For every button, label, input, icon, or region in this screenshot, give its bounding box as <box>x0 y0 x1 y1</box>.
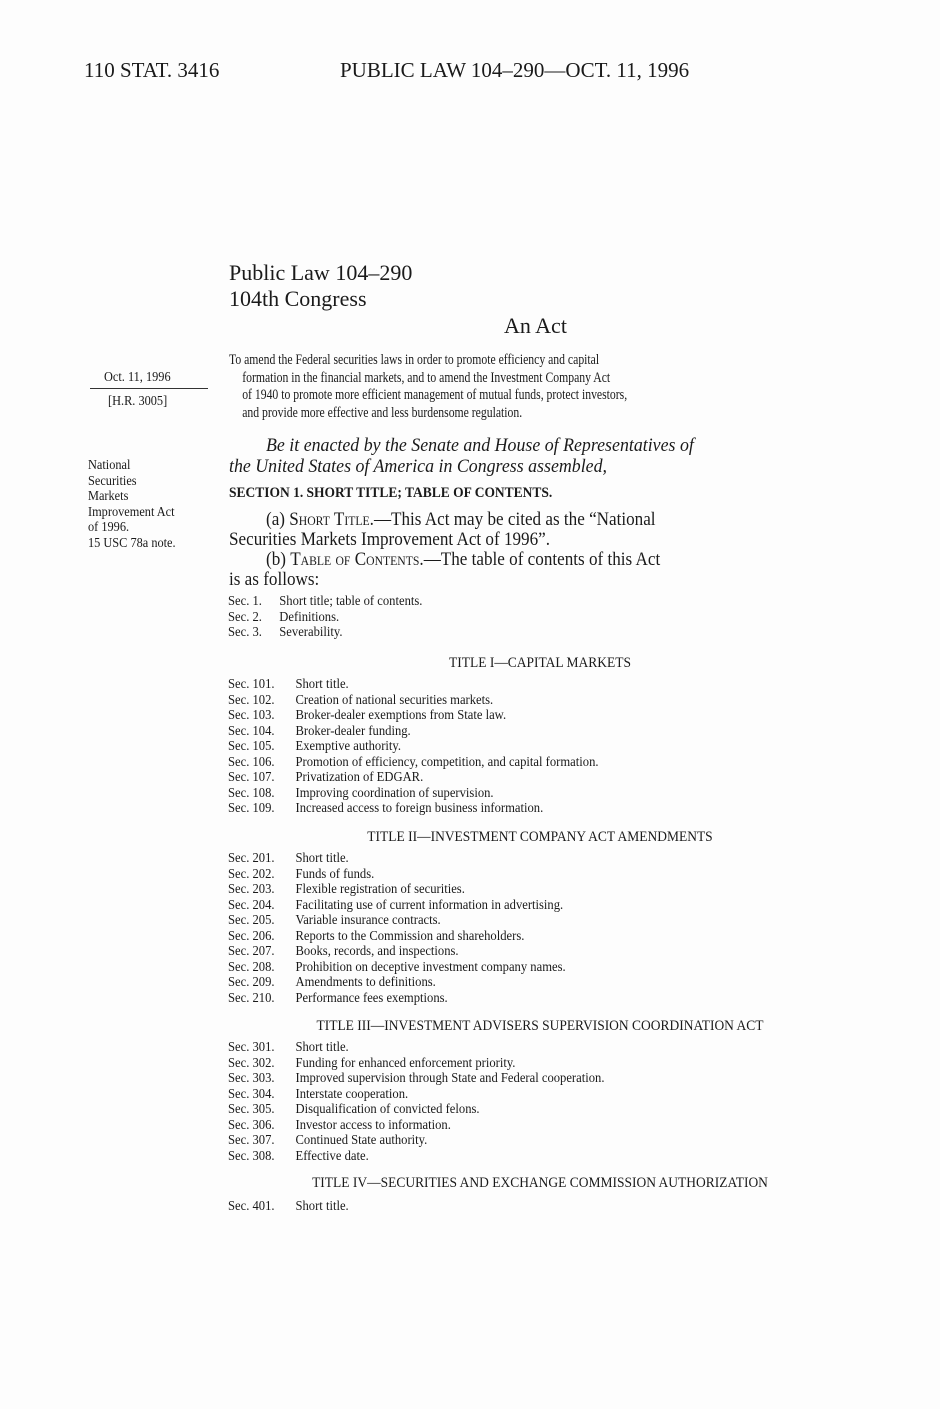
toc-entry <box>228 1199 349 1215</box>
toc-entry <box>228 913 566 929</box>
toc-section-number: Sec. 203. <box>228 882 275 897</box>
toc-title-heading: TITLE III—INVESTMENT ADVISERS SUPERVISION COORDINATION ACT <box>316 1018 764 1034</box>
toc-section-title: Privatization of EDGAR. <box>295 770 424 785</box>
toc-group <box>228 677 599 817</box>
purpose-line: of 1940 to promote more efficient management of mutual funds, protect investors, <box>242 387 628 403</box>
toc-section-number: Sec. 101. <box>228 677 275 692</box>
toc-entry <box>228 991 566 1007</box>
toc-entry <box>228 739 599 755</box>
toc-section-title: Variable insurance contracts. <box>295 913 441 928</box>
toc-section-title: Continued State authority. <box>295 1133 428 1148</box>
toc-section-title: Flexible registration of securities. <box>295 882 465 897</box>
subsection-a <box>266 510 656 530</box>
toc-section-number: Sec. 106. <box>228 754 275 770</box>
toc-section-number: Sec. 304. <box>228 1086 275 1102</box>
toc-section-number: Sec. 102. <box>228 692 275 708</box>
toc-section-number: Sec. 204. <box>228 897 275 913</box>
toc-section-number: Sec. 1. <box>228 594 262 609</box>
toc-section-number: Sec. 305. <box>228 1102 275 1117</box>
toc-entry <box>228 944 566 960</box>
bill-number: [H.R. 3005] <box>108 394 168 409</box>
toc-section-title: Creation of national securities markets. <box>295 692 494 708</box>
enactment-date: Oct. 11, 1996 <box>104 370 171 385</box>
congress: 104th Congress <box>229 286 367 311</box>
toc-entry <box>228 693 599 709</box>
toc-entry <box>228 960 566 976</box>
text: .—This Act may be cited as the “National <box>369 509 656 530</box>
toc-section-number: Sec. 209. <box>228 975 275 990</box>
toc-entry <box>228 770 599 786</box>
purpose-line: formation in the financial markets, and to amend the Investment Company Act <box>242 369 611 386</box>
toc-section-number: Sec. 303. <box>228 1071 275 1086</box>
toc-section-number: Sec. 208. <box>228 959 275 975</box>
toc-section-title: Severability. <box>279 625 343 640</box>
toc-entry <box>228 755 599 771</box>
enacting-line-1: Be it enacted by the Senate and House of Representatives of <box>266 435 694 456</box>
toc-entry <box>228 625 422 641</box>
toc-entry <box>228 786 599 802</box>
section-heading: SECTION 1. SHORT TITLE; TABLE OF CONTENTS. <box>229 485 553 501</box>
toc-section-number: Sec. 104. <box>228 723 275 739</box>
toc-entry <box>228 1149 604 1165</box>
toc-section-number: Sec. 105. <box>228 739 275 754</box>
toc-group <box>228 1199 349 1215</box>
toc-entry <box>228 677 599 693</box>
toc-section-number: Sec. 108. <box>228 785 275 801</box>
toc-section-title: Short title; table of contents. <box>279 594 423 609</box>
toc-section-number: Sec. 2. <box>228 609 262 625</box>
toc-section-number: Sec. 103. <box>228 708 275 723</box>
toc-section-number: Sec. 107. <box>228 770 275 785</box>
text: .—The table of contents of this Act <box>419 549 661 570</box>
law-number: Public Law 104–290 <box>229 260 413 285</box>
toc-section-title: Prohibition on deceptive investment company names. <box>295 959 566 975</box>
margin-note-line: National <box>88 458 131 473</box>
toc-section-number: Sec. 308. <box>228 1148 275 1164</box>
toc-section-number: Sec. 201. <box>228 851 275 866</box>
toc-section-number: Sec. 401. <box>228 1199 275 1214</box>
subsection-b-line2: is as follows: <box>229 569 320 590</box>
toc-title-heading: TITLE I—CAPITAL MARKETS <box>449 655 631 671</box>
margin-note-line: Improvement Act <box>88 504 175 520</box>
toc-entry <box>228 882 566 898</box>
toc-section-number: Sec. 210. <box>228 990 275 1006</box>
toc-section-title: Effective date. <box>295 1148 369 1164</box>
toc-section-number: Sec. 307. <box>228 1133 275 1148</box>
toc-section-number: Sec. 109. <box>228 801 275 816</box>
label: (a) <box>266 509 290 530</box>
act-heading: An Act <box>504 313 567 338</box>
toc-section-number: Sec. 306. <box>228 1117 275 1133</box>
subsection-a-line2: Securities Markets Improvement Act of 1996”. <box>229 529 551 550</box>
toc-section-title: Reports to the Commission and shareholders. <box>295 928 525 944</box>
toc-entry <box>228 610 422 626</box>
toc-section-title: Short title. <box>295 1040 349 1055</box>
toc-entry <box>228 929 566 945</box>
toc-section-number: Sec. 206. <box>228 928 275 944</box>
toc-section-title: Interstate cooperation. <box>295 1086 409 1102</box>
subsection-b <box>266 550 660 570</box>
toc-entry <box>228 724 599 740</box>
toc-entry <box>228 1133 604 1149</box>
purpose-line: To amend the Federal securities laws in order to promote efficiency and capital <box>229 352 600 368</box>
toc-section-title: Exemptive authority. <box>295 739 402 754</box>
toc-section-number: Sec. 3. <box>228 625 262 640</box>
toc-section-title: Short title. <box>295 677 349 692</box>
margin-note-line: of 1996. <box>88 520 130 535</box>
toc-entry <box>228 1071 604 1087</box>
toc-section-number: Sec. 207. <box>228 944 275 959</box>
toc-section-title: Books, records, and inspections. <box>295 944 459 959</box>
running-header: PUBLIC LAW 104–290—OCT. 11, 1996 <box>340 58 690 82</box>
toc-section-title: Broker-dealer exemptions from State law. <box>295 708 507 723</box>
toc-entry <box>228 975 566 991</box>
toc-section-title: Improving coordination of supervision. <box>295 785 494 801</box>
toc-section-title: Amendments to definitions. <box>295 975 436 990</box>
toc-section-number: Sec. 202. <box>228 866 275 882</box>
toc-section-title: Definitions. <box>279 609 340 625</box>
margin-note-line: Markets <box>88 489 129 504</box>
toc-title-heading: TITLE II—INVESTMENT COMPANY ACT AMENDMENTS <box>367 829 713 845</box>
toc-section-title: Improved supervision through State and Federal cooperation. <box>295 1071 605 1086</box>
toc-entry <box>228 1118 604 1134</box>
toc-entry <box>228 594 422 610</box>
toc-section-title: Facilitating use of current information in advertising. <box>295 897 564 913</box>
toc-section-title: Broker-dealer funding. <box>295 723 411 739</box>
toc-entry <box>228 898 566 914</box>
toc-title-heading: TITLE IV—SECURITIES AND EXCHANGE COMMISSION AUTHORIZATION <box>312 1175 768 1191</box>
toc-section-number: Sec. 302. <box>228 1055 275 1071</box>
toc-section-title: Performance fees exemptions. <box>295 990 448 1006</box>
toc-section-title: Disqualification of convicted felons. <box>295 1102 480 1117</box>
toc-section-number: Sec. 205. <box>228 913 275 928</box>
toc-entry <box>228 801 599 817</box>
toc-section-title: Investor access to information. <box>295 1117 451 1133</box>
toc-entry <box>228 867 566 883</box>
label: (b) <box>266 549 291 570</box>
caps-heading: Table of Contents <box>290 549 420 570</box>
caps-heading: Short Title <box>289 509 370 530</box>
margin-note <box>88 458 176 551</box>
page-number: 110 STAT. 3416 <box>84 58 220 82</box>
toc-entry <box>228 1102 604 1118</box>
toc-section-title: Short title. <box>295 1199 349 1214</box>
margin-divider <box>90 388 208 389</box>
toc-section-number: Sec. 301. <box>228 1040 275 1055</box>
toc-section-title: Promotion of efficiency, competition, and capital formation. <box>295 754 599 770</box>
toc-section-title: Short title. <box>295 851 349 866</box>
toc-entry <box>228 1056 604 1072</box>
toc-section-title: Increased access to foreign business information. <box>295 801 544 816</box>
toc-group <box>228 1040 604 1164</box>
toc-entry <box>228 851 566 867</box>
toc-group <box>228 851 566 1006</box>
toc-entry <box>228 1040 604 1056</box>
enacting-line-2: the United States of America in Congress assembled, <box>229 456 608 477</box>
margin-note-line: 15 USC 78a note. <box>88 535 176 551</box>
margin-note-line: Securities <box>88 473 137 489</box>
toc-entry <box>228 1087 604 1103</box>
toc-entry <box>228 708 599 724</box>
purpose-clause <box>229 352 856 422</box>
toc-group <box>228 594 422 641</box>
toc-section-title: Funding for enhanced enforcement priority. <box>295 1055 516 1071</box>
purpose-line: and provide more effective and less burdensome regulation. <box>242 404 523 421</box>
toc-section-title: Funds of funds. <box>295 866 375 882</box>
